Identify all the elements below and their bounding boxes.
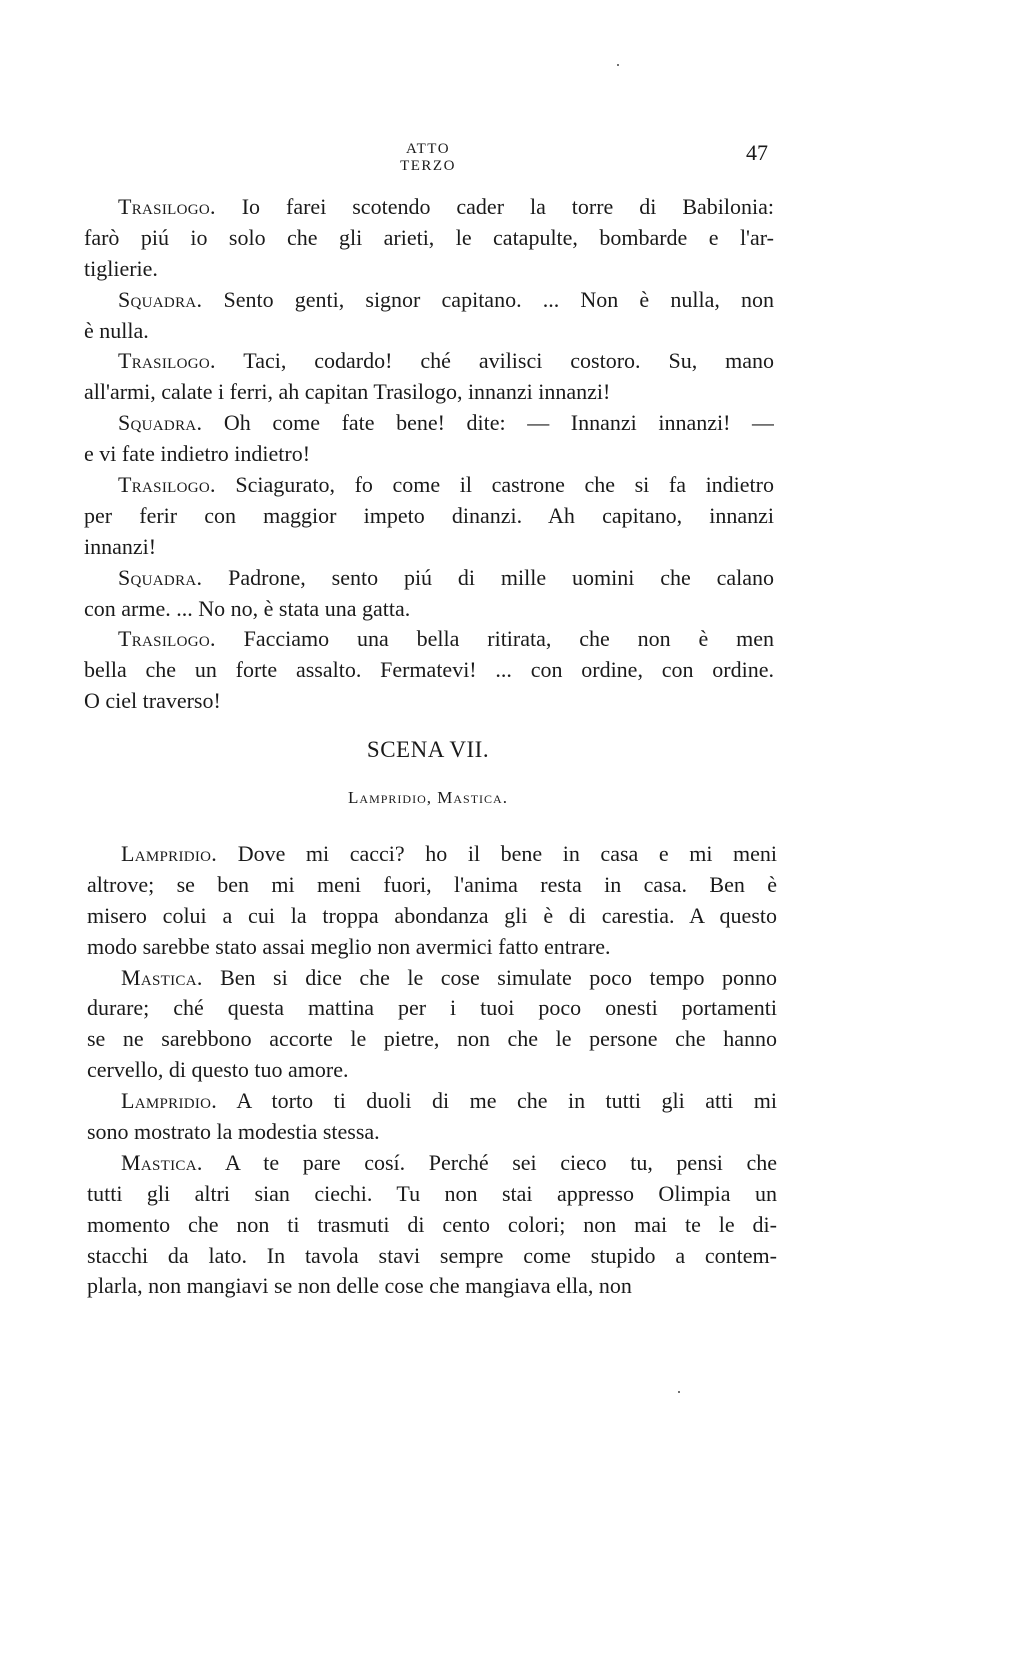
text-line	[87, 1148, 777, 1179]
speech-paragraph	[87, 1148, 777, 1302]
line-text: misero colui a cui la troppa abondanza gli è di carestia. A questo	[87, 902, 777, 928]
text-line	[84, 346, 774, 377]
speech-paragraph	[84, 563, 774, 625]
text-line	[84, 470, 774, 501]
line-text: per ferir con maggior impeto dinanzi. Ah capitano, innanzi	[84, 502, 774, 528]
line-text: stacchi da lato. In tavola stavi sempre come stupido a contem-	[87, 1242, 777, 1268]
line-text: bella che un forte assalto. Fermatevi! ... con ordine, con ordine.	[84, 657, 774, 683]
line-text: sono mostrato la modestia stessa.	[87, 1119, 380, 1145]
speaker-name: Mastica.	[121, 1149, 203, 1175]
line-text: Ben si dice che le cose simulate poco tempo ponno	[202, 964, 777, 990]
text-line	[84, 594, 774, 625]
text-line	[84, 192, 774, 223]
speaker-name: Trasilogo.	[118, 626, 216, 652]
line-text: cervello, di questo tuo amore.	[87, 1057, 349, 1083]
line-text: altrove; se ben mi meni fuori, l'anima resta in casa. Ben è	[87, 871, 777, 897]
line-text: è nulla.	[84, 317, 149, 343]
line-text: modo sarebbe stato assai meglio non avermici fatto entrare.	[87, 933, 611, 959]
text-line	[84, 377, 774, 408]
line-text: all'armi, calate i ferri, ah capitan Trasilogo, innanzi innanzi!	[84, 379, 611, 405]
line-text: Dove mi cacci? ho il bene in casa e mi meni	[217, 841, 777, 866]
line-text: Sento genti, signor capitano. ... Non è nulla, non	[202, 286, 774, 312]
text-line	[84, 655, 774, 686]
line-text: e vi fate indietro indietro!	[84, 441, 311, 467]
scan-speck	[617, 64, 619, 66]
text-line	[84, 223, 774, 254]
speech-paragraph	[87, 839, 777, 963]
speaker-name: Lampridio.	[121, 1088, 218, 1114]
speaker-name: Trasilogo.	[118, 348, 216, 374]
text-line	[87, 1055, 777, 1086]
line-text: con arme. ... No no, è stata una gatta.	[84, 595, 411, 621]
speaker-name: Trasilogo.	[118, 472, 216, 498]
speaker-name: Trasilogo.	[118, 194, 216, 219]
dialogue-section-2	[87, 839, 777, 1302]
text-line	[87, 870, 777, 901]
text-line	[87, 963, 777, 994]
line-text: farò piú io solo che gli arieti, le catapulte, bombarde e l'ar-	[84, 224, 774, 250]
line-text: Io farei scotendo cader la torre di Babilonia:	[215, 194, 774, 219]
scene-characters: Lampridio, Mastica.	[348, 788, 508, 807]
speaker-name: Squadra.	[118, 286, 203, 312]
text-line	[84, 285, 774, 316]
page-number: 47	[746, 140, 768, 165]
text-line	[84, 408, 774, 439]
speech-paragraph	[84, 346, 774, 408]
line-text: Facciamo una bella ritirata, che non è men	[215, 626, 774, 652]
line-text: innanzi!	[84, 533, 157, 559]
line-text: Padrone, sento piú di mille uomini che calano	[202, 564, 774, 590]
text-line	[84, 532, 774, 563]
scene-title: SCENA VII.	[366, 737, 490, 762]
speaker-name: Lampridio.	[121, 841, 218, 866]
text-line	[87, 1024, 777, 1055]
text-line	[87, 901, 777, 932]
text-line	[87, 1210, 777, 1241]
line-text: O ciel traverso!	[84, 688, 221, 714]
line-text: momento che non ti trasmuti di cento colori; non mai te le di-	[87, 1211, 777, 1237]
text-line	[87, 1179, 777, 1210]
text-line	[84, 686, 774, 717]
speech-paragraph	[84, 624, 774, 717]
text-line	[84, 254, 774, 285]
speech-paragraph	[84, 285, 774, 347]
text-line	[87, 932, 777, 963]
line-text: Oh come fate bene! dite: — Innanzi innanzi! —	[202, 410, 774, 436]
text-line	[84, 501, 774, 532]
line-text: durare; ché questa mattina per i tuoi poco onesti portamenti	[87, 995, 777, 1021]
line-text: tutti gli altri sian ciechi. Tu non stai appresso Olimpia un	[87, 1180, 777, 1206]
speech-paragraph	[84, 192, 774, 285]
text-line	[87, 1086, 777, 1117]
speech-paragraph	[84, 470, 774, 563]
dialogue-section-1	[84, 192, 774, 717]
text-line	[87, 839, 777, 870]
line-text: A torto ti duoli di me che in tutti gli atti mi	[217, 1088, 777, 1114]
text-line	[87, 1117, 777, 1148]
text-line	[87, 1271, 777, 1302]
scan-speck	[678, 1391, 680, 1393]
text-line	[84, 316, 774, 347]
speech-paragraph	[87, 963, 777, 1087]
speech-paragraph	[87, 1086, 777, 1148]
speech-paragraph	[84, 408, 774, 470]
line-text: Sciagurato, fo come il castrone che si fa indietro	[215, 472, 774, 498]
line-text: A te pare cosí. Perché sei cieco tu, pensi che	[202, 1149, 777, 1175]
line-text: plarla, non mangiavi se non delle cose che mangiava ella, non	[87, 1273, 632, 1299]
text-line	[84, 624, 774, 655]
speaker-name: Mastica.	[121, 964, 203, 990]
line-text: se ne sarebbono accorte le pietre, non che le persone che hanno	[87, 1026, 777, 1052]
running-title: ATTO TERZO	[400, 141, 456, 174]
text-line	[84, 439, 774, 470]
speaker-name: Squadra.	[118, 410, 203, 436]
text-line	[84, 563, 774, 594]
line-text: tiglierie.	[84, 255, 158, 281]
line-text: Taci, codardo! ché avilisci costoro. Su, mano	[215, 348, 774, 374]
speaker-name: Squadra.	[118, 564, 203, 590]
text-line	[87, 1241, 777, 1272]
text-line	[87, 993, 777, 1024]
